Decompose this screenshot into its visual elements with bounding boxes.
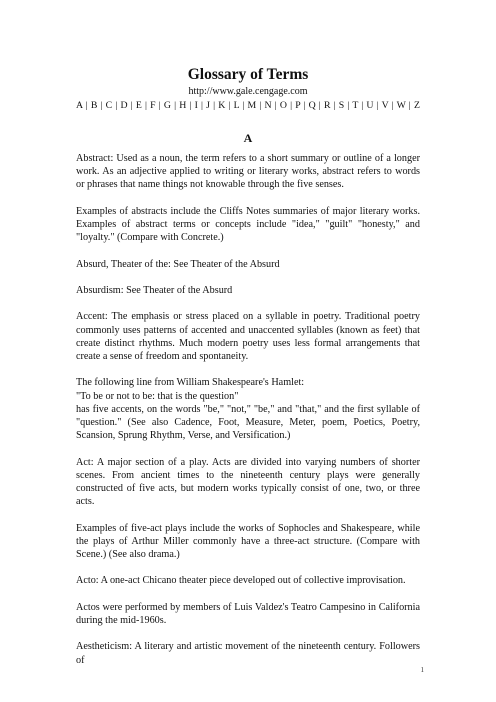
- alphabet-separator: |: [315, 100, 324, 111]
- entry-acto-examples: Actos were performed by members of Luis Valdez's Teatro Campesino in California during the mid-1960s.: [76, 601, 420, 626]
- alphabet-link-c[interactable]: C: [105, 100, 113, 111]
- alphabet-link-h[interactable]: H: [179, 100, 187, 111]
- alphabet-link-q[interactable]: Q: [308, 100, 316, 111]
- entry-accent-explanation: has five accents, on the words "be," "not," "be," and "that," and the first syllable of "question." (See also Cadence, Foot, Measure, Meter, poem, Poetics, Poetry, Scansion, Sprung Rhythm, Verse, and Versification.): [76, 403, 420, 442]
- alphabet-link-f[interactable]: F: [150, 100, 156, 111]
- alphabet-link-a[interactable]: A: [76, 100, 83, 111]
- alphabet-link-o[interactable]: O: [279, 100, 287, 111]
- glossary-body: [76, 152, 420, 680]
- page-number: 1: [420, 666, 424, 674]
- entry-abstract-examples: Examples of abstracts include the Cliffs Notes summaries of major literary works. Examples of abstract terms or concepts include "idea," "guilt" "honesty," and "loyalty." (Compare with Concrete.): [76, 205, 420, 244]
- alphabet-separator: |: [300, 100, 309, 111]
- alphabet-separator: |: [127, 100, 136, 111]
- alphabet-separator: |: [373, 100, 382, 111]
- alphabet-separator: |: [82, 100, 91, 111]
- entry-accent-quote: "To be or not to be: that is the question": [76, 390, 239, 402]
- alphabet-separator: |: [256, 100, 265, 111]
- alphabet-separator: |: [97, 100, 106, 111]
- alphabet-separator: |: [112, 100, 121, 111]
- section-letter-heading: A: [243, 131, 253, 145]
- alphabet-link-i[interactable]: I: [194, 100, 198, 111]
- alphabet-separator: |: [271, 100, 280, 111]
- page-title: Glossary of Terms: [187, 66, 309, 83]
- alphabet-link-j[interactable]: J: [206, 100, 210, 111]
- entry-act: Act: A major section of a play. Acts are divided into varying numbers of shorter scenes. From ancient times to the nineteenth century plays were generally constructed of five acts, but modern works typically consist of one, two, or three acts.: [76, 456, 420, 508]
- alphabet-separator: |: [197, 100, 207, 111]
- entry-absurdism: Absurdism: See Theater of the Absurd: [76, 284, 233, 296]
- alphabet-link-e[interactable]: E: [135, 100, 142, 111]
- alphabet-separator: |: [239, 100, 248, 111]
- entry-accent: Accent: The emphasis or stress placed on a syllable in poetry. Traditional poetry commonly uses patterns of accented and unaccented syllables (known as feet) that create distinct rhythms. Much modern poetry uses less formal arrangements that create a sense of freedom and spontaneity.: [76, 311, 420, 362]
- alphabet-link-l[interactable]: L: [233, 100, 240, 111]
- alphabet-separator: |: [186, 100, 195, 111]
- alphabet-separator: |: [286, 100, 296, 111]
- alphabet-separator: |: [170, 100, 180, 111]
- alphabet-link-d[interactable]: D: [120, 100, 128, 111]
- alphabet-link-z[interactable]: Z: [413, 100, 420, 111]
- alphabet-link-r[interactable]: R: [323, 100, 331, 111]
- alphabet-link-w[interactable]: W: [396, 100, 406, 111]
- entry-acto: Acto: A one-act Chicano theater piece developed out of collective improvisation.: [76, 575, 406, 587]
- alphabet-separator: |: [344, 100, 353, 111]
- alphabet-index: [76, 100, 420, 112]
- entry-absurd-theater: Absurd, Theater of the: See Theater of the Absurd: [76, 258, 280, 270]
- entry-act-examples: Examples of five-act plays include the works of Sophocles and Shakespeare, while the plays of Arthur Miller commonly have a three-act structure. (Compare with Scene.) (See also drama.): [76, 522, 420, 560]
- entry-accent-example-intro: The following line from William Shakespeare's Hamlet:: [76, 377, 305, 389]
- alphabet-separator: |: [225, 100, 234, 111]
- alphabet-link-n[interactable]: N: [264, 100, 272, 111]
- source-url[interactable]: http://www.gale.cengage.com: [188, 86, 308, 97]
- alphabet-link-s[interactable]: S: [338, 100, 345, 111]
- alphabet-link-t[interactable]: T: [352, 100, 359, 111]
- alphabet-separator: |: [141, 100, 151, 111]
- alphabet-separator: |: [388, 100, 397, 111]
- alphabet-separator: |: [155, 100, 164, 111]
- alphabet-separator: |: [330, 100, 339, 111]
- entry-abstract: Abstract: Used as a noun, the term refers to a short summary or outline of a longer work. As an adjective applied to writing or literary works, abstract refers to words or phrases that name things not knowable through the five senses.: [76, 153, 420, 191]
- alphabet-link-p[interactable]: P: [295, 100, 301, 111]
- alphabet-link-m[interactable]: M: [247, 100, 257, 111]
- alphabet-separator: |: [405, 100, 414, 111]
- alphabet-link-v[interactable]: V: [381, 100, 389, 111]
- alphabet-link-u[interactable]: U: [366, 100, 374, 111]
- alphabet-separator: |: [358, 100, 367, 111]
- alphabet-link-g[interactable]: G: [163, 100, 171, 111]
- alphabet-link-b[interactable]: B: [90, 100, 98, 111]
- alphabet-separator: |: [209, 100, 219, 111]
- entry-aestheticism: Aestheticism: A literary and artistic movement of the nineteenth century. Followers of: [76, 641, 420, 666]
- alphabet-link-k[interactable]: K: [218, 100, 226, 111]
